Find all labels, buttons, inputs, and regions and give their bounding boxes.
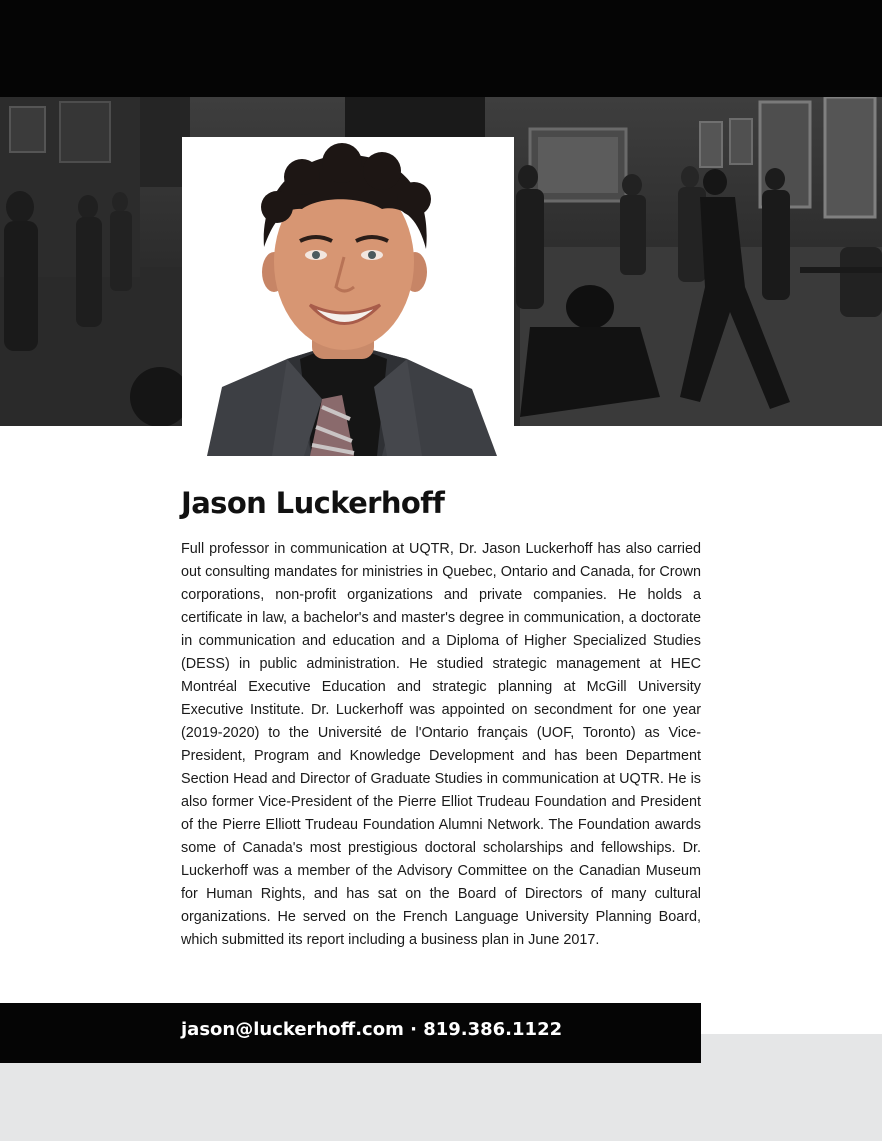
top-black-band [0, 0, 882, 97]
profile-name: Jason Luckerhoff [181, 486, 445, 520]
portrait-photo [182, 137, 514, 456]
portrait-illustration [182, 137, 514, 456]
profile-bio: Full professor in communication at UQTR, Dr. Jason Luckerhoff has also carried out consulting mandates for ministries in Quebec, Ontario and Canada, for Crown corporations, non-profit organizations and private companies. He holds a certificate in law, a bachelor's and master's degree in communication, a doctorate in communication and education and a Diploma of Higher Specialized Studies (DESS) in public administration. He studied strategic management at HEC Montréal Executive Education and strategic planning at McGill University Executive Institute. Dr. Luckerhoff was appointed on secondment for one year (2019-2020) to the Université de l'Ontario français (UOF, Toronto) as Vice-President, Program and Knowledge Development and has been Department Section Head and Director of Graduate Studies in communication at UQTR. He is also former Vice-President of the Pierre Elliot Trudeau Foundation and President of the Pierre Elliott Trudeau Foundation Alumni Network. The Foundation awards some of Canada's most prestigious doctoral scholarships and fellowships. Dr. Luckerhoff was a member of the Advisory Committee on the Canadian Museum for Human Rights, and has sat on the Board of Directors of many cultural organizations. He served on the French Language University Planning Board, which submitted its report including a business plan in June 2017. [181, 541, 701, 948]
contact-info[interactable]: jason@luckerhoff.com · 819.386.1122 [181, 1019, 563, 1040]
